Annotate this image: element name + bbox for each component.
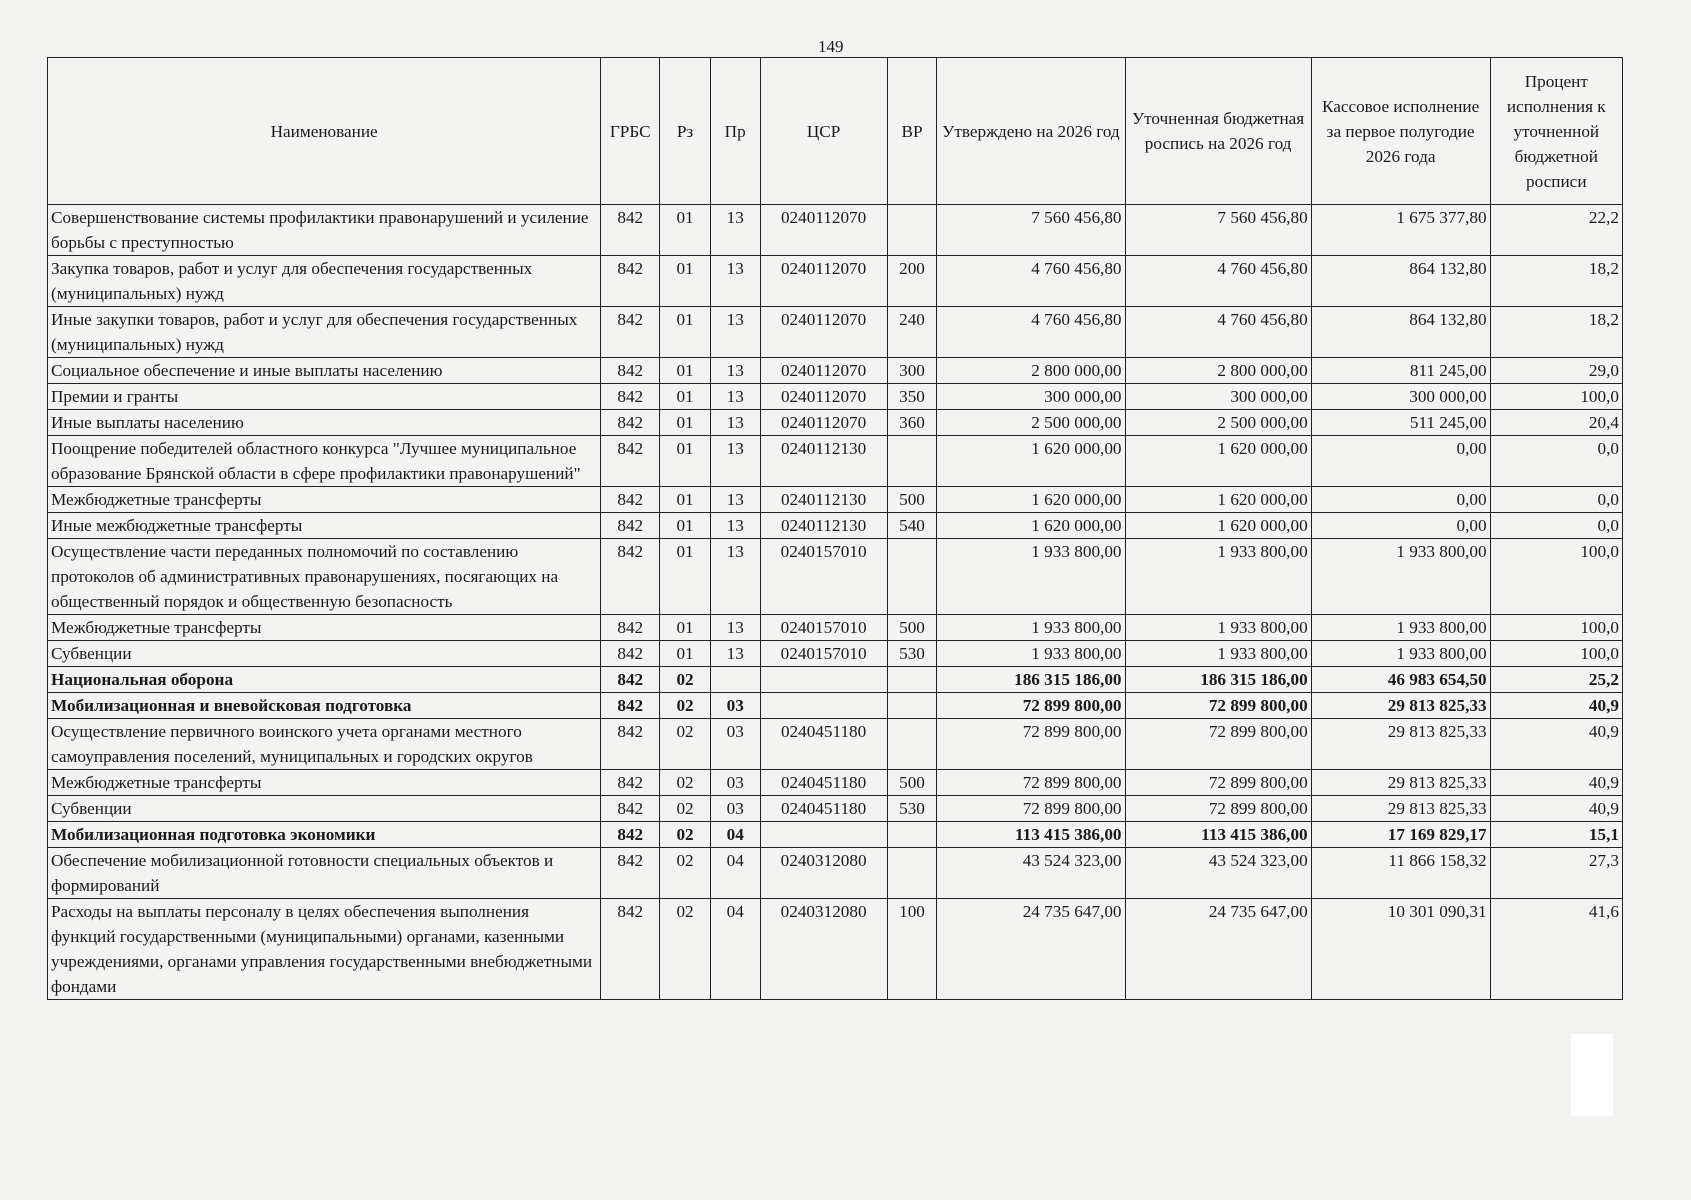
- cell-grbs: 842: [601, 641, 660, 667]
- cell-vr: 100: [887, 899, 937, 1000]
- cell-pr: 13: [710, 513, 760, 539]
- cell-csr: 0240112130: [760, 436, 887, 487]
- cell-csr: [760, 693, 887, 719]
- cell-approved: 1 933 800,00: [937, 641, 1125, 667]
- table-row: [48, 770, 1623, 796]
- header-rz: Рз: [660, 58, 711, 205]
- cell-approved: 72 899 800,00: [937, 796, 1125, 822]
- cell-cash: 0,00: [1311, 513, 1490, 539]
- cell-pr: 13: [710, 205, 760, 256]
- cell-rz: 01: [660, 256, 711, 307]
- cell-percent: 100,0: [1490, 615, 1622, 641]
- cell-rz: 02: [660, 770, 711, 796]
- header-vr: ВР: [887, 58, 937, 205]
- cell-pr: 13: [710, 539, 760, 615]
- cell-vr: 200: [887, 256, 937, 307]
- cell-refined: 72 899 800,00: [1125, 770, 1311, 796]
- cell-vr: 500: [887, 615, 937, 641]
- cell-name: Социальное обеспечение и иные выплаты населению: [48, 358, 601, 384]
- cell-cash: 29 813 825,33: [1311, 719, 1490, 770]
- header-name: Наименование: [48, 58, 601, 205]
- header-grbs: ГРБС: [601, 58, 660, 205]
- cell-rz: 02: [660, 822, 711, 848]
- cell-vr: [887, 436, 937, 487]
- cell-csr: 0240112070: [760, 358, 887, 384]
- cell-approved: 24 735 647,00: [937, 899, 1125, 1000]
- cell-refined: 300 000,00: [1125, 384, 1311, 410]
- header-approved: Утверждено на 2026 год: [937, 58, 1125, 205]
- cell-cash: 864 132,80: [1311, 307, 1490, 358]
- cell-refined: 1 620 000,00: [1125, 436, 1311, 487]
- cell-pr: 13: [710, 358, 760, 384]
- cell-name: Национальная оборона: [48, 667, 601, 693]
- cell-pr: 04: [710, 848, 760, 899]
- table-row: [48, 641, 1623, 667]
- cell-pr: 13: [710, 410, 760, 436]
- cell-csr: 0240112130: [760, 487, 887, 513]
- cell-rz: 01: [660, 615, 711, 641]
- cell-approved: 1 620 000,00: [937, 436, 1125, 487]
- cell-refined: 1 620 000,00: [1125, 487, 1311, 513]
- table-row: [48, 384, 1623, 410]
- cell-percent: 40,9: [1490, 770, 1622, 796]
- cell-percent: 40,9: [1490, 693, 1622, 719]
- cell-grbs: 842: [601, 384, 660, 410]
- cell-pr: 13: [710, 615, 760, 641]
- cell-refined: 1 933 800,00: [1125, 539, 1311, 615]
- cell-csr: 0240451180: [760, 796, 887, 822]
- cell-refined: 72 899 800,00: [1125, 719, 1311, 770]
- header-percent: Процент исполнения к уточненной бюджетной росписи: [1490, 58, 1622, 205]
- header-csr: ЦСР: [760, 58, 887, 205]
- cell-approved: 7 560 456,80: [937, 205, 1125, 256]
- cell-name: Премии и гранты: [48, 384, 601, 410]
- cell-percent: 20,4: [1490, 410, 1622, 436]
- cell-vr: 300: [887, 358, 937, 384]
- cell-cash: 1 933 800,00: [1311, 615, 1490, 641]
- cell-refined: 1 933 800,00: [1125, 641, 1311, 667]
- cell-csr: 0240157010: [760, 615, 887, 641]
- cell-rz: 02: [660, 693, 711, 719]
- cell-pr: 13: [710, 487, 760, 513]
- cell-name: Мобилизационная подготовка экономики: [48, 822, 601, 848]
- header-cash: Кассовое исполнение за первое полугодие 2026 года: [1311, 58, 1490, 205]
- cell-cash: 1 933 800,00: [1311, 641, 1490, 667]
- cell-cash: 0,00: [1311, 487, 1490, 513]
- cell-cash: 17 169 829,17: [1311, 822, 1490, 848]
- cell-csr: 0240157010: [760, 641, 887, 667]
- cell-approved: 2 800 000,00: [937, 358, 1125, 384]
- cell-refined: 24 735 647,00: [1125, 899, 1311, 1000]
- cell-pr: 03: [710, 770, 760, 796]
- cell-vr: [887, 822, 937, 848]
- cell-approved: 4 760 456,80: [937, 256, 1125, 307]
- cell-pr: 04: [710, 899, 760, 1000]
- cell-pr: 13: [710, 384, 760, 410]
- cell-refined: 7 560 456,80: [1125, 205, 1311, 256]
- cell-refined: 1 620 000,00: [1125, 513, 1311, 539]
- cell-refined: 1 933 800,00: [1125, 615, 1311, 641]
- table-row: [48, 358, 1623, 384]
- cell-rz: 01: [660, 358, 711, 384]
- header-refined: Уточненная бюджетная роспись на 2026 год: [1125, 58, 1311, 205]
- cell-rz: 02: [660, 667, 711, 693]
- budget-execution-table: [47, 57, 1623, 1000]
- table-header: [48, 58, 1623, 205]
- cell-approved: 1 933 800,00: [937, 539, 1125, 615]
- cell-cash: 11 866 158,32: [1311, 848, 1490, 899]
- table-row: [48, 256, 1623, 307]
- cell-percent: 100,0: [1490, 384, 1622, 410]
- cell-percent: 18,2: [1490, 256, 1622, 307]
- cell-percent: 18,2: [1490, 307, 1622, 358]
- cell-percent: 40,9: [1490, 796, 1622, 822]
- cell-name: Субвенции: [48, 641, 601, 667]
- cell-percent: 41,6: [1490, 899, 1622, 1000]
- cell-cash: 29 813 825,33: [1311, 796, 1490, 822]
- cell-grbs: 842: [601, 693, 660, 719]
- cell-name: Закупка товаров, работ и услуг для обеспечения государственных (муниципальных) нужд: [48, 256, 601, 307]
- cell-rz: 02: [660, 899, 711, 1000]
- cell-csr: 0240157010: [760, 539, 887, 615]
- cell-percent: 0,0: [1490, 513, 1622, 539]
- cell-grbs: 842: [601, 796, 660, 822]
- cell-grbs: 842: [601, 487, 660, 513]
- cell-grbs: 842: [601, 205, 660, 256]
- cell-cash: 29 813 825,33: [1311, 770, 1490, 796]
- cell-csr: 0240112070: [760, 256, 887, 307]
- cell-rz: 02: [660, 848, 711, 899]
- cell-grbs: 842: [601, 770, 660, 796]
- cell-approved: 72 899 800,00: [937, 719, 1125, 770]
- cell-pr: 03: [710, 693, 760, 719]
- cell-rz: 01: [660, 539, 711, 615]
- cell-approved: 1 933 800,00: [937, 615, 1125, 641]
- cell-grbs: 842: [601, 615, 660, 641]
- cell-rz: 01: [660, 487, 711, 513]
- cell-pr: 03: [710, 719, 760, 770]
- cell-grbs: 842: [601, 667, 660, 693]
- table-row: [48, 693, 1623, 719]
- cell-name: Поощрение победителей областного конкурса "Лучшее муниципальное образование Брянской области в сфере профилактики правонарушений": [48, 436, 601, 487]
- cell-cash: 300 000,00: [1311, 384, 1490, 410]
- cell-cash: 0,00: [1311, 436, 1490, 487]
- cell-grbs: 842: [601, 256, 660, 307]
- table-row: [48, 899, 1623, 1000]
- cell-cash: 864 132,80: [1311, 256, 1490, 307]
- cell-percent: 0,0: [1490, 436, 1622, 487]
- cell-cash: 46 983 654,50: [1311, 667, 1490, 693]
- cell-name: Мобилизационная и вневойсковая подготовка: [48, 693, 601, 719]
- page-number: 149: [818, 37, 844, 56]
- cell-csr: 0240112130: [760, 513, 887, 539]
- table-row: [48, 539, 1623, 615]
- cell-percent: 40,9: [1490, 719, 1622, 770]
- cell-pr: 13: [710, 641, 760, 667]
- cell-refined: 43 524 323,00: [1125, 848, 1311, 899]
- cell-rz: 01: [660, 205, 711, 256]
- cell-grbs: 842: [601, 899, 660, 1000]
- cell-cash: 511 245,00: [1311, 410, 1490, 436]
- cell-name: Межбюджетные трансферты: [48, 615, 601, 641]
- cell-cash: 10 301 090,31: [1311, 899, 1490, 1000]
- table-row: [48, 719, 1623, 770]
- cell-refined: 4 760 456,80: [1125, 256, 1311, 307]
- cell-pr: 03: [710, 796, 760, 822]
- cell-name: Межбюджетные трансферты: [48, 487, 601, 513]
- table-row: [48, 205, 1623, 256]
- cell-approved: 72 899 800,00: [937, 770, 1125, 796]
- cell-approved: 300 000,00: [937, 384, 1125, 410]
- cell-refined: 2 500 000,00: [1125, 410, 1311, 436]
- cell-name: Совершенствование системы профилактики правонарушений и усиление борьбы с преступностью: [48, 205, 601, 256]
- cell-percent: 25,2: [1490, 667, 1622, 693]
- cell-percent: 0,0: [1490, 487, 1622, 513]
- cell-approved: 1 620 000,00: [937, 487, 1125, 513]
- cell-vr: [887, 719, 937, 770]
- cell-pr: 13: [710, 256, 760, 307]
- cell-rz: 01: [660, 384, 711, 410]
- cell-approved: 72 899 800,00: [937, 693, 1125, 719]
- cell-csr: 0240312080: [760, 848, 887, 899]
- cell-vr: 530: [887, 641, 937, 667]
- cell-approved: 1 620 000,00: [937, 513, 1125, 539]
- cell-refined: 113 415 386,00: [1125, 822, 1311, 848]
- cell-vr: [887, 848, 937, 899]
- cell-grbs: 842: [601, 436, 660, 487]
- cell-grbs: 842: [601, 307, 660, 358]
- cell-vr: 500: [887, 770, 937, 796]
- table-row: [48, 436, 1623, 487]
- cell-csr: 0240112070: [760, 205, 887, 256]
- cell-name: Обеспечение мобилизационной готовности специальных объектов и формирований: [48, 848, 601, 899]
- cell-vr: 500: [887, 487, 937, 513]
- cell-name: Расходы на выплаты персоналу в целях обеспечения выполнения функций государственными (муниципальными) органами, казенными учреждениями, органами управления государственными внебюджетными фондами: [48, 899, 601, 1000]
- cell-csr: 0240112070: [760, 384, 887, 410]
- cell-pr: 13: [710, 436, 760, 487]
- table-row: [48, 410, 1623, 436]
- cell-vr: [887, 539, 937, 615]
- blank-patch: [1571, 1034, 1613, 1116]
- cell-csr: 0240112070: [760, 410, 887, 436]
- cell-grbs: 842: [601, 719, 660, 770]
- cell-rz: 01: [660, 641, 711, 667]
- cell-pr: 04: [710, 822, 760, 848]
- cell-name: Иные межбюджетные трансферты: [48, 513, 601, 539]
- table-row: [48, 796, 1623, 822]
- cell-pr: [710, 667, 760, 693]
- cell-approved: 2 500 000,00: [937, 410, 1125, 436]
- cell-grbs: 842: [601, 410, 660, 436]
- cell-rz: 01: [660, 436, 711, 487]
- cell-rz: 01: [660, 410, 711, 436]
- cell-grbs: 842: [601, 848, 660, 899]
- cell-csr: 0240451180: [760, 719, 887, 770]
- cell-cash: 811 245,00: [1311, 358, 1490, 384]
- table-row: [48, 822, 1623, 848]
- cell-vr: [887, 667, 937, 693]
- table-row: [48, 513, 1623, 539]
- cell-grbs: 842: [601, 358, 660, 384]
- cell-percent: 29,0: [1490, 358, 1622, 384]
- cell-csr: 0240112070: [760, 307, 887, 358]
- cell-vr: 360: [887, 410, 937, 436]
- cell-cash: 1 675 377,80: [1311, 205, 1490, 256]
- cell-refined: 186 315 186,00: [1125, 667, 1311, 693]
- cell-approved: 113 415 386,00: [937, 822, 1125, 848]
- cell-percent: 100,0: [1490, 641, 1622, 667]
- cell-vr: 540: [887, 513, 937, 539]
- cell-csr: [760, 667, 887, 693]
- cell-grbs: 842: [601, 539, 660, 615]
- cell-csr: [760, 822, 887, 848]
- table-row: [48, 487, 1623, 513]
- cell-refined: 72 899 800,00: [1125, 693, 1311, 719]
- cell-name: Иные закупки товаров, работ и услуг для обеспечения государственных (муниципальных) нужд: [48, 307, 601, 358]
- cell-name: Иные выплаты населению: [48, 410, 601, 436]
- cell-vr: 240: [887, 307, 937, 358]
- cell-approved: 186 315 186,00: [937, 667, 1125, 693]
- cell-refined: 72 899 800,00: [1125, 796, 1311, 822]
- cell-grbs: 842: [601, 513, 660, 539]
- cell-name: Осуществление первичного воинского учета органами местного самоуправления поселений, муниципальных и городских округов: [48, 719, 601, 770]
- cell-vr: 350: [887, 384, 937, 410]
- cell-name: Субвенции: [48, 796, 601, 822]
- cell-cash: 29 813 825,33: [1311, 693, 1490, 719]
- cell-name: Осуществление части переданных полномочий по составлению протоколов об административных правонарушениях, посягающих на общественный порядок и общественную безопасность: [48, 539, 601, 615]
- cell-refined: 4 760 456,80: [1125, 307, 1311, 358]
- cell-csr: 0240312080: [760, 899, 887, 1000]
- cell-approved: 4 760 456,80: [937, 307, 1125, 358]
- cell-name: Межбюджетные трансферты: [48, 770, 601, 796]
- cell-approved: 43 524 323,00: [937, 848, 1125, 899]
- cell-grbs: 842: [601, 822, 660, 848]
- table-row: [48, 848, 1623, 899]
- cell-vr: 530: [887, 796, 937, 822]
- table-row: [48, 615, 1623, 641]
- table-row: [48, 667, 1623, 693]
- cell-percent: 100,0: [1490, 539, 1622, 615]
- cell-vr: [887, 693, 937, 719]
- cell-percent: 15,1: [1490, 822, 1622, 848]
- cell-rz: 02: [660, 719, 711, 770]
- table-body: [48, 205, 1623, 1000]
- cell-percent: 22,2: [1490, 205, 1622, 256]
- cell-percent: 27,3: [1490, 848, 1622, 899]
- header-pr: Пр: [710, 58, 760, 205]
- cell-cash: 1 933 800,00: [1311, 539, 1490, 615]
- table-row: [48, 307, 1623, 358]
- cell-rz: 01: [660, 307, 711, 358]
- cell-rz: 02: [660, 796, 711, 822]
- header-row: [48, 58, 1623, 205]
- cell-pr: 13: [710, 307, 760, 358]
- cell-refined: 2 800 000,00: [1125, 358, 1311, 384]
- cell-vr: [887, 205, 937, 256]
- cell-csr: 0240451180: [760, 770, 887, 796]
- cell-rz: 01: [660, 513, 711, 539]
